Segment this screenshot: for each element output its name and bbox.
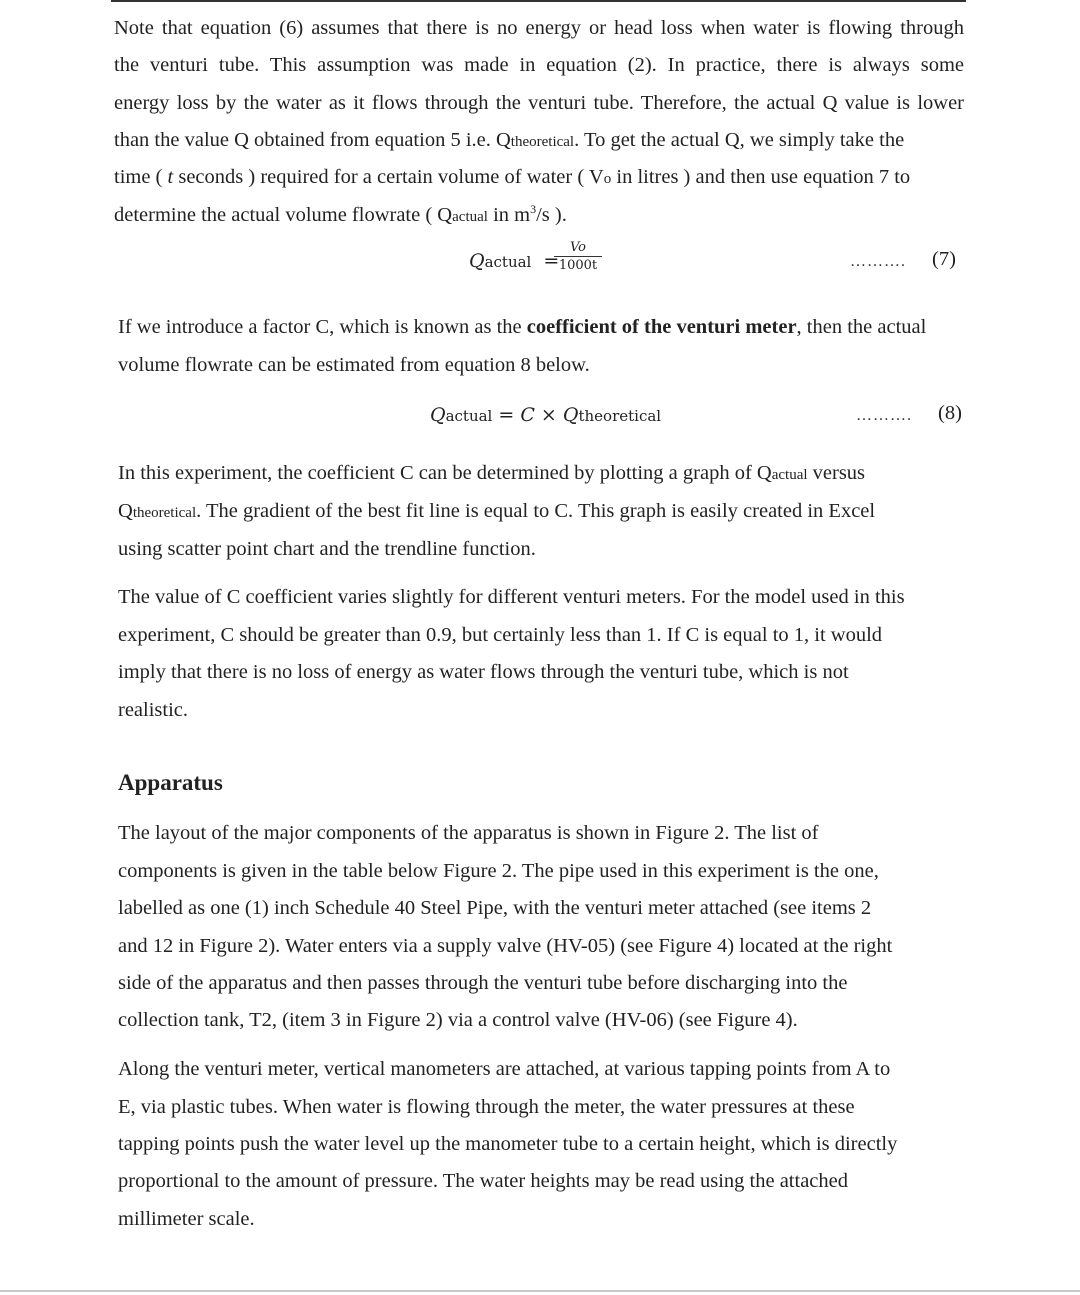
text-line: E, via plastic tubes. When water is flowing through the meter, the water pressures at these	[118, 1096, 855, 1118]
text-line: proportional to the amount of pressure. The water heights may be read using the attached	[118, 1170, 848, 1192]
text-line: Along the venturi meter, vertical manometers are attached, at various tapping points from A to	[118, 1058, 891, 1080]
equation-number: (8)	[938, 402, 962, 424]
text-line: labelled as one (1) inch Schedule 40 Steel Pipe, with the venturi meter attached (see items 2	[118, 897, 872, 919]
equation-lhs: Qactual =	[469, 250, 560, 272]
text-line: determine the actual volume flowrate ( Qactual in $m^3/s$ ).	[114, 202, 567, 226]
text-line: collection tank, T2, (item 3 in Figure 2) via a control valve (HV-06) (see Figure 4).	[118, 1009, 798, 1031]
text-line: energy loss by the water as it flows through the venturi tube. Therefore, the actual Q value is lower	[114, 92, 964, 114]
text-line: The layout of the major components of the apparatus is shown in Figure 2. The list of	[118, 822, 819, 844]
text-line: realistic.	[118, 699, 189, 721]
equation-leader-dots: ……….	[850, 253, 906, 270]
text-line: In this experiment, the coefficient C can be determined by plotting a graph of Qactual versus	[118, 462, 866, 484]
text-line: than the value Q obtained from equation 5 i.e. Qtheoretical. To get the actual Q, we simply take the	[114, 129, 905, 151]
text-line: imply that there is no loss of energy as water flows through the venturi tube, which is not	[118, 661, 849, 683]
text-line: and 12 in Figure 2). Water enters via a supply valve (HV-05) (see Figure 4) located at the right	[118, 935, 893, 957]
text-line: time ( t seconds ) required for a certain volume of water ( Vo in litres ) and then use equation 7 to	[114, 166, 911, 188]
text-line: millimeter scale.	[118, 1208, 255, 1230]
text-line: The value of C coefficient varies slightly for different venturi meters. For the model used in this	[118, 586, 905, 608]
text-line: Qtheoretical. The gradient of the best fit line is equal to C. This graph is easily created in Excel	[118, 500, 876, 522]
text-line: components is given in the table below Figure 2. The pipe used in this experiment is the one,	[118, 860, 879, 882]
equation-number: (7)	[932, 248, 956, 270]
section-heading: Apparatus	[118, 770, 223, 795]
text-line: Note that equation (6) assumes that there is no energy or head loss when water is flowing through	[114, 17, 964, 39]
equation-expression: Qactual = C × Qtheoretical	[430, 404, 662, 426]
top-rule	[111, 0, 966, 2]
text-line: using scatter point chart and the trendline function.	[118, 538, 536, 560]
text-line: If we introduce a factor C, which is known as the coefficient of the venturi meter, then the actual	[118, 316, 927, 338]
text-line: tapping points push the water level up the manometer tube to a certain height, which is directly	[118, 1133, 898, 1155]
equation-leader-dots: ……….	[856, 407, 912, 424]
text-line: experiment, C should be greater than 0.9, but certainly less than 1. If C is equal to 1, it would	[118, 624, 883, 646]
text-line: side of the apparatus and then passes through the venturi tube before discharging into the	[118, 972, 848, 994]
text-line: the venturi tube. This assumption was made in equation (2). In practice, there is always some	[114, 54, 964, 76]
text-line: volume flowrate can be estimated from equation 8 below.	[118, 354, 590, 376]
equation-fraction: $\frac{Vo}{1000t}$	[554, 240, 602, 273]
bottom-rule	[0, 1290, 1080, 1292]
